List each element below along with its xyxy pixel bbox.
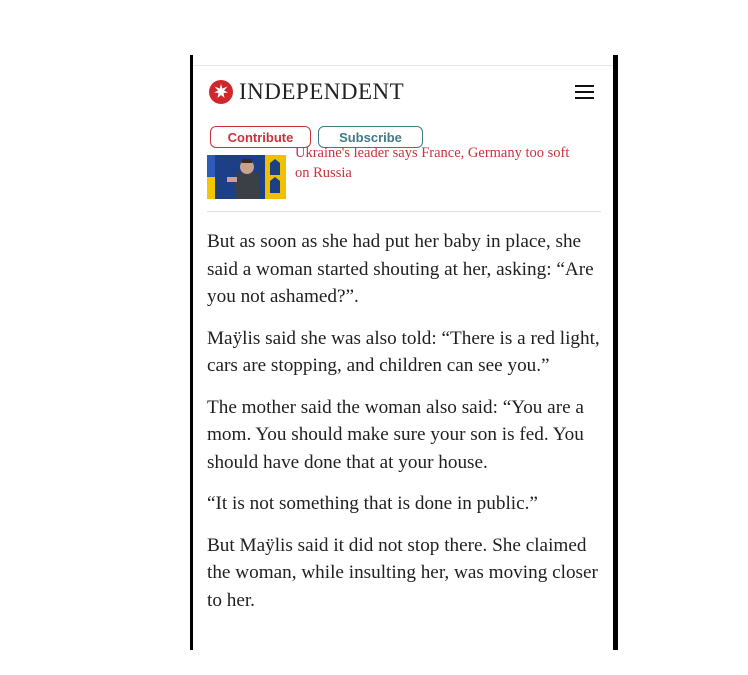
article-paragraph: The mother said the woman also said: “You are a mom. You should make sure your son is fed. You should have done that at your house. bbox=[207, 396, 584, 473]
related-article[interactable] bbox=[207, 145, 601, 212]
eagle-logo-icon bbox=[209, 80, 233, 104]
phone-screen bbox=[190, 55, 618, 650]
logo-wordmark: INDEPENDENT bbox=[239, 79, 405, 104]
related-article-thumbnail[interactable] bbox=[207, 155, 286, 199]
article-body bbox=[207, 228, 601, 628]
site-logo[interactable] bbox=[209, 80, 404, 104]
related-article-title[interactable]: Ukraine's leader says France, Germany too soft on Russia bbox=[295, 145, 570, 181]
contribute-button[interactable]: Contribute bbox=[210, 126, 311, 148]
article-paragraph: But Maÿlis said it did not stop there. She claimed the woman, while insulting her, was moving closer to her. bbox=[207, 534, 598, 611]
subscribe-button[interactable]: Subscribe bbox=[318, 126, 423, 148]
hamburger-menu-icon[interactable] bbox=[575, 85, 594, 99]
article-paragraph: Maÿlis said she was also told: “There is a red light, cars are stopping, and children can see you.” bbox=[207, 327, 600, 376]
article-paragraph: But as soon as she had put her baby in place, she said a woman started shouting at her, asking: “Are you not ashamed?”. bbox=[207, 231, 594, 307]
article-paragraph: “It is not something that is done in public.” bbox=[207, 493, 538, 514]
